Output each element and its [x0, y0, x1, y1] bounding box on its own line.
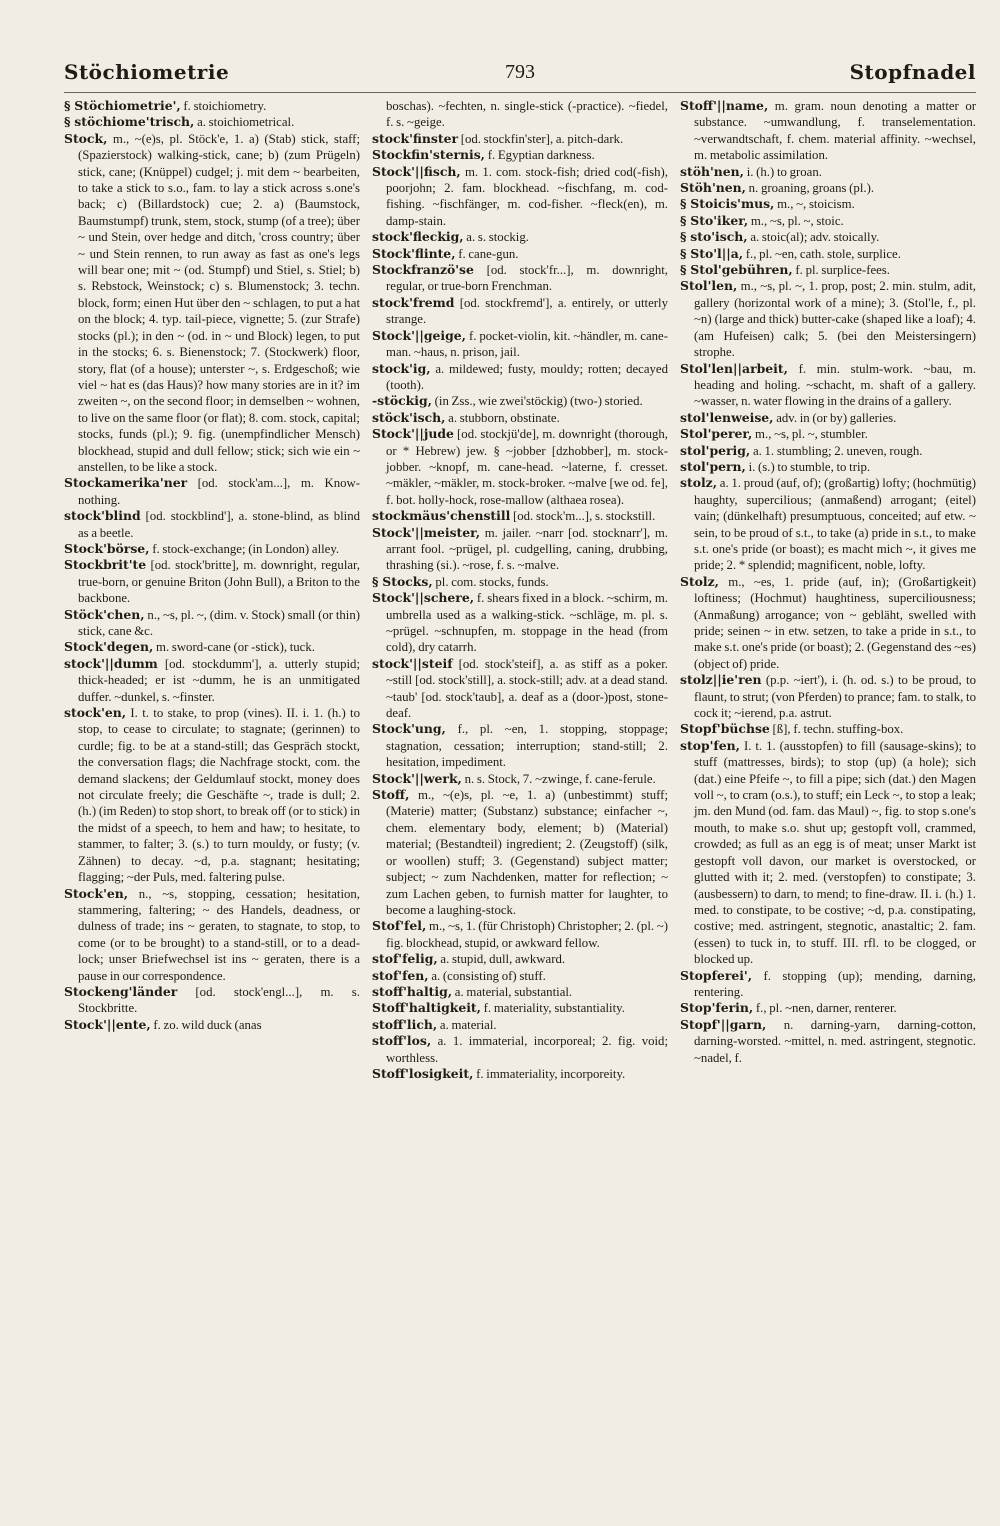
entry-headword: Stock'flinte, [372, 245, 456, 261]
dictionary-entry [680, 361, 976, 410]
dictionary-entry [680, 278, 976, 360]
entry-headword: stolz||ie'ren [680, 672, 762, 688]
entry-headword: stof'felig, [372, 951, 438, 967]
dictionary-entry [372, 147, 668, 163]
entry-definition: n. darning-yarn, darning-cotton, darning-worsted. ~mittel, n. med. astringent, stegnotic. ~nadel, f. [694, 1017, 976, 1065]
entry-headword: Stol'perer, [680, 426, 753, 442]
entry-headword: Stoff'haltigkeit, [372, 1000, 481, 1016]
entry-headword: Stockamerika'ner [64, 475, 188, 491]
entry-headword: § Stol'gebühren, [680, 262, 793, 278]
entry-headword: Stoff'||name, [680, 98, 769, 113]
dictionary-entry [64, 541, 360, 557]
entry-definition: n. s. Stock, 7. ~zwinge, f. cane-ferule. [464, 771, 656, 786]
entry-headword: Stock'||geige, [372, 327, 466, 343]
entry-definition: [od. stock'steif], a. as stiff as a poker. ~still [od. stock'still], a. stock-still; adv. at a dead stand. ~taub' [od. stock'taub], a. deaf as a (door-)post, stone-deaf. [386, 656, 668, 721]
dictionary-entry [372, 361, 668, 394]
dictionary-entry [372, 1033, 668, 1066]
dictionary-entry [680, 721, 976, 737]
dictionary-entry [680, 196, 976, 212]
dictionary-entry [64, 131, 360, 476]
entry-definition: [od. stock'm...], s. stockstill. [512, 509, 656, 524]
dictionary-entry [372, 951, 668, 967]
dictionary-entry [680, 426, 976, 442]
entry-definition: f. cane-gun. [458, 246, 519, 261]
entry-headword: Stoff, [372, 787, 410, 803]
entry-headword: Stock'||ente, [64, 1016, 151, 1032]
entry-definition: [od. stock'fr...], m. downright, regular, or true-born Frenchman. [386, 263, 668, 294]
entry-definition: [ß], f. techn. stuffing-box. [772, 722, 904, 737]
entry-headword: stock'ig, [372, 360, 431, 376]
entry-definition: f. min. stulm-work. ~bau, m. heading and holing. ~schacht, m. shaft of a gallery. ~wasser, n. water flowing in the drains of a gallery. [694, 361, 976, 409]
dictionary-entry [372, 393, 668, 409]
entry-definition: i. (h.) to groan. [746, 164, 822, 179]
dictionary-entry [372, 410, 668, 426]
dictionary-entry [680, 475, 976, 573]
entry-headword: Stock'degen, [64, 639, 154, 655]
entry-definition: f. materiality, substantiality. [483, 1001, 625, 1016]
dictionary-entry [372, 984, 668, 1000]
entry-definition: f. stoichiometry. [183, 99, 267, 113]
entry-headword: Stock'||schere, [372, 590, 475, 606]
entry-headword: Stock'ung, [372, 721, 446, 737]
entry-definition: [od. stock'am...], m. Know-nothing. [78, 476, 360, 507]
entry-definition: m. sword-cane (or -stick), tuck. [155, 640, 315, 655]
entry-definition: [od. stockjü'de], m. downright (thorough, or * Hebrew) jew. § ~jobber [dzhobber], m. stock-jobber. ~knopf, m. cane-head. ~laterne, f. cresset. ~mäkler, ~mäkler, m. stock-broker. ~malve [we od. fe], f. bot. holly-hock, rose-mallow (althaea rosea). [386, 427, 669, 507]
running-head-left: Stöchiometrie [64, 60, 230, 84]
entry-definition: m., ~s, pl. ~, stumbler. [755, 427, 868, 442]
column-middle [372, 98, 668, 1082]
entry-headword: § sto'isch, [680, 229, 748, 245]
dictionary-entry [372, 918, 668, 951]
dictionary-entry [680, 180, 976, 196]
dictionary-entry [680, 443, 976, 459]
entry-headword: stockmäus'chenstill [372, 508, 511, 524]
entry-definition: m. gram. noun denoting a matter or substance. ~umwandlung, f. transelementation. ~verwandtschaft, f. chem. material affinity. ~wechsel, m. metabolic assimilation. [694, 99, 976, 163]
entry-headword: Stock'||jude [372, 426, 454, 442]
dictionary-entry [372, 131, 668, 147]
entry-definition: a. (consisting of) stuff. [431, 968, 546, 983]
entry-headword: stop'fen, [680, 737, 740, 753]
entry-headword: stol'perig, [680, 442, 751, 458]
entry-headword: Stop'ferin, [680, 1000, 754, 1016]
entry-definition: m., ~, stoicism. [777, 197, 855, 212]
dictionary-entry [372, 508, 668, 524]
entry-headword: Stock'en, [64, 885, 129, 901]
entry-headword: stock'fremd [372, 294, 455, 310]
dictionary-entry [680, 968, 976, 1001]
entry-headword: Stof'fel, [372, 918, 427, 934]
entry-definition: (in Zss., wie zwei'stöckig) (two-) storied. [434, 394, 643, 409]
entry-definition: [od. stockdumm'], a. utterly stupid; thick-headed; er ist ~dumm, he is an unmitigated duffer. ~dunkel, s. ~finster. [78, 656, 360, 704]
dictionary-entry [680, 459, 976, 475]
entry-headword: stol'pern, [680, 458, 746, 474]
dictionary-entry [372, 525, 668, 574]
dictionary-entry [372, 164, 668, 230]
entry-headword: Stock, [64, 130, 108, 146]
entry-headword: stöck'isch, [372, 409, 446, 425]
entry-definition: I. t. to stake, to prop (vines). II. i. 1. (h.) to stop, to cease to circulate; to stagnate; (gerinnen) to curdle; fig. to be at a stand-still; das Gespräch stockt, the conversation flags; die Nachfrage stockt, com. the demand slackens; der Geldumlauf stockt, money does not circulate freely; die Geschäfte ~, trade is dull; 2. (h.) (im Reden) to stop short, to break off (or to stick) in the midst of a speech, to hem and haw; to hesitate, to stammer, to falter; 3. (s.) to turn mouldy, or fusty; (v. Zähnen) to decay. ~d, p.a. stagnant; hesitating; flagging; ~der Puls, med. faltering pulse. [78, 706, 360, 885]
entry-headword: Stock'||werk, [372, 770, 462, 786]
page-number: 793 [505, 60, 535, 83]
entry-headword: § Sto'iker, [680, 212, 749, 228]
column-right [680, 98, 976, 1082]
dictionary-entry [680, 229, 976, 245]
entry-headword: stock'blind [64, 508, 141, 524]
entry-headword: Stopf'büchse [680, 721, 770, 737]
dictionary-entry [64, 705, 360, 885]
entry-definition: m., ~(e)s, pl. ~e, 1. a) (unbestimmt) stuff; (Materie) matter; (Substanz) substance; einfacher ~, chem. elementary body, element; b) (Material) material; (Bestandteil) ingredient; 2. (Zeugstoff) (silk, or woollen) stuff; 3. (Gegenstand) subject matter; subject; ~ zum Nachdenken, matter for reflection; ~ zum Lachen geben, to furnish matter for laughter, to become a laughing-stock. [386, 788, 669, 917]
entry-headword: Stockfin'sternis, [372, 147, 485, 163]
entry-definition: a. 1. proud (auf, of); (großartig) lofty; (hochmütig) haughty, supercilious; (anmaßend) arrogant; (eitel) vain; (dünkelhaft) presumptuous, conceited; auf etw. ~ sein, to be proud of s.t., to take (a) pride in s.t., to make s.t. one's pride (or boast); es macht mich ~, it gives me pride; 2. * splendid; magnificent, noble, lofty. [694, 476, 977, 573]
entry-headword: stock'fleckig, [372, 229, 464, 245]
dictionary-entry [372, 262, 668, 295]
entry-definition: m., ~s, pl. ~, 1. prop, post; 2. min. stulm, adit, gallery (horizontal work of a mine); 3. (Stol'le, f., pl. ~n) (large and thick) butter-cake (shaped like a loaf); 4. (am Hufeisen) calk; 5. (bei den Meistersingern) strophe. [694, 279, 976, 360]
entry-headword: Stockfranzö'se [372, 262, 474, 278]
dictionary-entry [372, 656, 668, 722]
entry-definition: [od. stock'britte], m. downright, regular, true-born, or genuine Briton (John Bull), a Briton to the backbone. [78, 558, 361, 606]
entry-definition: a. stoic(al); adv. stoically. [750, 230, 880, 245]
entry-definition: f. Egyptian darkness. [487, 148, 595, 163]
dictionary-entry [372, 1017, 668, 1033]
entry-definition: a. 1. immaterial, incorporeal; 2. fig. void; worthless. [386, 1034, 668, 1065]
entry-headword: stöh'nen, [680, 163, 744, 179]
dictionary-entry [680, 1017, 976, 1066]
entry-definition: f., pl. ~en, 1. stopping, stoppage; stagnation, cessation; interruption; stand-still; 2. hesitation, impediment. [386, 722, 668, 770]
running-head-right: Stopfnadel [849, 60, 976, 84]
entry-definition: a. stoichiometrical. [197, 115, 295, 130]
entry-headword: Stockbrit'te [64, 557, 147, 573]
entry-definition: f. zo. wild duck (anas [153, 1017, 262, 1032]
entry-definition: n., ~s, pl. ~, (dim. v. Stock) small (or thin) stick, cane &c. [78, 607, 360, 638]
entry-headword: Stoff'losigkeit, [372, 1065, 474, 1081]
dictionary-entry [372, 229, 668, 245]
entry-headword: Stol'len, [680, 278, 738, 294]
entry-definition: [od. stockblind'], a. stone-blind, as blind as a beetle. [78, 509, 360, 540]
dictionary-entry [64, 475, 360, 508]
entry-headword: Stolz, [680, 573, 719, 589]
entry-definition: f. pocket-violin, kit. ~händler, m. cane-man. ~haus, n. prison, jail. [386, 328, 669, 360]
entry-headword: Stopferei', [680, 967, 753, 983]
dictionary-entry [372, 787, 668, 918]
entry-headword: § Stöchiometrie', [64, 98, 181, 113]
entry-definition: (p.p. ~iert'), i. (h. od. s.) to be proud, to flaunt, to strut; (von Pferden) to prance; fam. to stalk, to cock it; ~ierend, p.a. astrut. [694, 673, 976, 721]
dictionary-entry [680, 98, 976, 164]
dictionary-entry [64, 1017, 360, 1033]
dictionary-entry [372, 1066, 668, 1082]
entry-definition: [od. stockfremd'], a. entirely, or utterly strange. [386, 295, 669, 327]
entry-headword: Stock'börse, [64, 540, 150, 556]
dictionary-entry [64, 607, 360, 640]
entry-headword: stoff'lich, [372, 1016, 438, 1032]
columns [64, 98, 976, 1082]
entry-definition: [od. stock'engl...], m. s. Stockbritte. [78, 984, 360, 1016]
entry-definition: f. stopping (up); mending, darning, rentering. [694, 968, 976, 999]
entry-definition: i. (s.) to stumble, to trip. [748, 459, 871, 474]
entry-definition: a. stubborn, obstinate. [448, 410, 560, 425]
entry-headword: § Stoicis'mus, [680, 196, 775, 212]
entry-headword: stock'||steif [372, 655, 453, 671]
entry-definition: f. stock-exchange; (in London) alley. [152, 541, 340, 556]
dictionary-entry [64, 886, 360, 984]
dictionary-entry [372, 771, 668, 787]
entry-headword: stof'fen, [372, 967, 429, 983]
entry-definition: boschas). ~fechten, n. single-stick (-practice). ~fiedel, f. s. ~geige. [386, 99, 668, 130]
entry-definition: n., ~s, stopping, cessation; hesitation, stammering, faltering; ~ des Handels, deadness, or dulness of trade; ins ~ geraten, to stagnate, to stop, to come (or to be brought) to a stand-still, or to a dead-lock; unser Briefwechsel ist ins ~ geraten, there is a pause in our correspondence. [78, 886, 360, 983]
dictionary-entry [680, 1000, 976, 1016]
entry-definition: a. material, substantial. [454, 984, 573, 999]
entry-definition: m. jailer. ~narr [od. stocknarr'], m. arrant fool. ~prügel, pl. cudgelling, caning, drubbing, thrashing (si.). ~rose, f. s. ~malve. [386, 525, 668, 573]
dictionary-entry [680, 262, 976, 278]
entry-headword: stolz, [680, 475, 718, 491]
entry-headword: stock'||dumm [64, 655, 158, 671]
entry-definition: m., ~es, 1. pride (auf, in); (Großartigkeit) loftiness; (Hochmut) haughtiness, superciliousness; (Anmaßung) arrogance; von ~ gebläht, swelled with pride; seinen ~ in etw. setzen, to take a pride in s.t., to make s.t. one's pride (or boast); 2. (Gegenstand des ~es) (object of) pride. [694, 574, 976, 671]
entry-headword: Stöh'nen, [680, 180, 746, 196]
column-left [64, 98, 360, 1082]
page-header [64, 52, 976, 92]
entry-headword: Stopf'||garn, [680, 1016, 767, 1032]
entry-definition: m., ~s, pl. ~, stoic. [750, 213, 844, 228]
entry-definition: f., pl. ~en, cath. stole, surplice. [745, 246, 901, 261]
entry-definition: adv. in (or by) galleries. [776, 410, 897, 425]
dictionary-entry [372, 968, 668, 984]
entry-headword: stock'finster [372, 130, 459, 146]
dictionary-entry [372, 574, 668, 590]
entry-headword: Stol'len||arbeit, [680, 360, 788, 376]
dictionary-entry [680, 672, 976, 721]
entry-definition: f. immateriality, incorporeity. [476, 1066, 626, 1081]
entry-headword: Stock'||meister, [372, 524, 481, 540]
entry-headword: -stöckig, [372, 393, 432, 409]
entry-definition: m. 1. com. stock-fish; dried cod(-fish), poorjohn; 2. fam. blockhead. ~fischfang, m. cod-fishing. ~fischfänger, m. cod-fisher. ~fleck(en), m. damp-stain. [386, 164, 668, 228]
entry-headword: stock'en, [64, 705, 127, 721]
dictionary-entry [64, 639, 360, 655]
entry-definition: f. shears fixed in a block. ~schirm, m. umbrella used as a walking-stick. ~schläge, m. pl. s. ~prügel. ~schnupfen, m. stoppage in the head (from cold), dry catarrh. [386, 591, 668, 655]
dictionary-entry [372, 426, 668, 508]
entry-definition: m., ~s, 1. (für Christoph) Christopher; 2. (pl. ~) fig. blockhead, stupid, or awkward fellow. [386, 919, 669, 950]
dictionary-entry [372, 328, 668, 361]
entry-headword: stoff'los, [372, 1033, 432, 1049]
dictionary-entry [64, 656, 360, 705]
dictionary-entry [64, 98, 360, 114]
dictionary-entry [372, 98, 668, 131]
dictionary-entry [680, 246, 976, 262]
dictionary-entry [64, 114, 360, 130]
dictionary-entry [372, 590, 668, 656]
header-rule [64, 92, 976, 93]
entry-definition: a. stupid, dull, awkward. [440, 952, 566, 967]
entry-headword: § Sto'l||a, [680, 245, 744, 261]
entry-headword: § Stocks, [372, 573, 433, 589]
entry-definition: f., pl. ~nen, darner, renterer. [755, 1001, 897, 1016]
dictionary-entry [680, 164, 976, 180]
entry-definition: a. mildewed; fusty, mouldy; rotten; decayed (tooth). [386, 361, 668, 392]
dictionary-entry [372, 246, 668, 262]
entry-headword: Stöck'chen, [64, 606, 145, 622]
entry-headword: Stockeng'länder [64, 983, 178, 999]
entry-definition: f. pl. surplice-fees. [795, 263, 890, 278]
entry-headword: stoff'haltig, [372, 983, 453, 999]
entry-headword: Stock'||fisch, [372, 163, 461, 179]
entry-definition: m., ~(e)s, pl. Stöck'e, 1. a) (Stab) stick, staff; (Spazierstock) walking-stick, cane; b) (zum Prügeln) stick, cane; (Knüppel) cudgel; j. mit dem ~ bearbeiten, to take a stick to s.o., fam. to lay a stick across s.one's back; c) (Billardstock) cue; 2. a) (Baumstock, Baumstumpf) trunk, stem, stock, stump (of a tree); über ~ und Stein, over hedge and ditch, 'cross country; über ~ und Stein rennen, to run away as fast as one's legs will bear one; mit ~ (od. Stumpf) und Stiel, s. Stiel; b) s. Rebstock, Weinstock; c) s. Blumenstock; 3. techn. block, form; einen Hut über den ~ schlagen, to put a hat on the block; 4. typ. tail-piece, vignette; 5. (zur Strafe) stocks (pl.); in den ~ (od. in ~ und Block) legen, to put in the stocks; 6. s. Bienenstock; 7. (Stockwerk) floor, story, flat (of a house); unterster ~, s. Erdgeschoß; wie viel ~ hat es (das Haus)? how many stories are in it? im zweiten ~, on the second floor; in demselben ~ wohnen, to live on the same floor (or flat); 8. com. stock, capital; stocks, funds (pl.); 9. fig. (unempfindlicher Mensch) blockhead, stupid and dull fellow; stick; sich wie ein ~ anstellen, to be like a stock. [78, 131, 360, 474]
dictionary-entry [680, 738, 976, 968]
entry-definition: pl. com. stocks, funds. [435, 574, 549, 589]
dictionary-entry [680, 410, 976, 426]
entry-definition: n. groaning, groans (pl.). [748, 181, 875, 196]
dictionary-entry [680, 574, 976, 672]
dictionary-entry [372, 1000, 668, 1016]
dictionary-entry [372, 721, 668, 770]
dictionary-entry [680, 213, 976, 229]
dictionary-entry [64, 508, 360, 541]
dictionary-entry [372, 295, 668, 328]
entry-definition: a. 1. stumbling; 2. uneven, rough. [752, 443, 923, 458]
entry-definition: I. t. 1. (ausstopfen) to fill (sausage-skins); to stuff (mattresses, birds); to stop (up) (a hole); sich (dat.) eine Pfeife ~, to fill a pipe; sich (dat.) den Magen voll ~, to cram (o.s.), to stuff; ein Leck ~, to stop a leak; jm. den Mund (od. fam. das Maul) ~, fig. to stop s.one's mouth, to make s.o. shut up; gestopft voll, crammed, crowded; as full as an egg is of meat; unser Markt ist gestopft voll davon, our market is overstocked, or glutted with it; 2. med. (verstopfen) to constipate; 3. (ausbessern) to darn, to mend; to fine-draw. II. i. (h.) 1. med. to constipate, to be costive; ~d, p.a. constipating, costive; med. astringent, stegnotic, anastaltic; 2. fam. (essen) to tuck in, to stuff. III. rfl. to be clogged, or blocked up. [694, 738, 977, 967]
dictionary-entry [64, 557, 360, 606]
entry-headword: § stöchiome'trisch, [64, 114, 195, 130]
entry-definition: [od. stockfin'ster], a. pitch-dark. [460, 131, 624, 146]
dictionary-entry [64, 984, 360, 1017]
entry-definition: a. material. [439, 1017, 497, 1032]
entry-headword: stol'lenweise, [680, 409, 774, 425]
entry-definition: a. s. stockig. [466, 230, 529, 245]
